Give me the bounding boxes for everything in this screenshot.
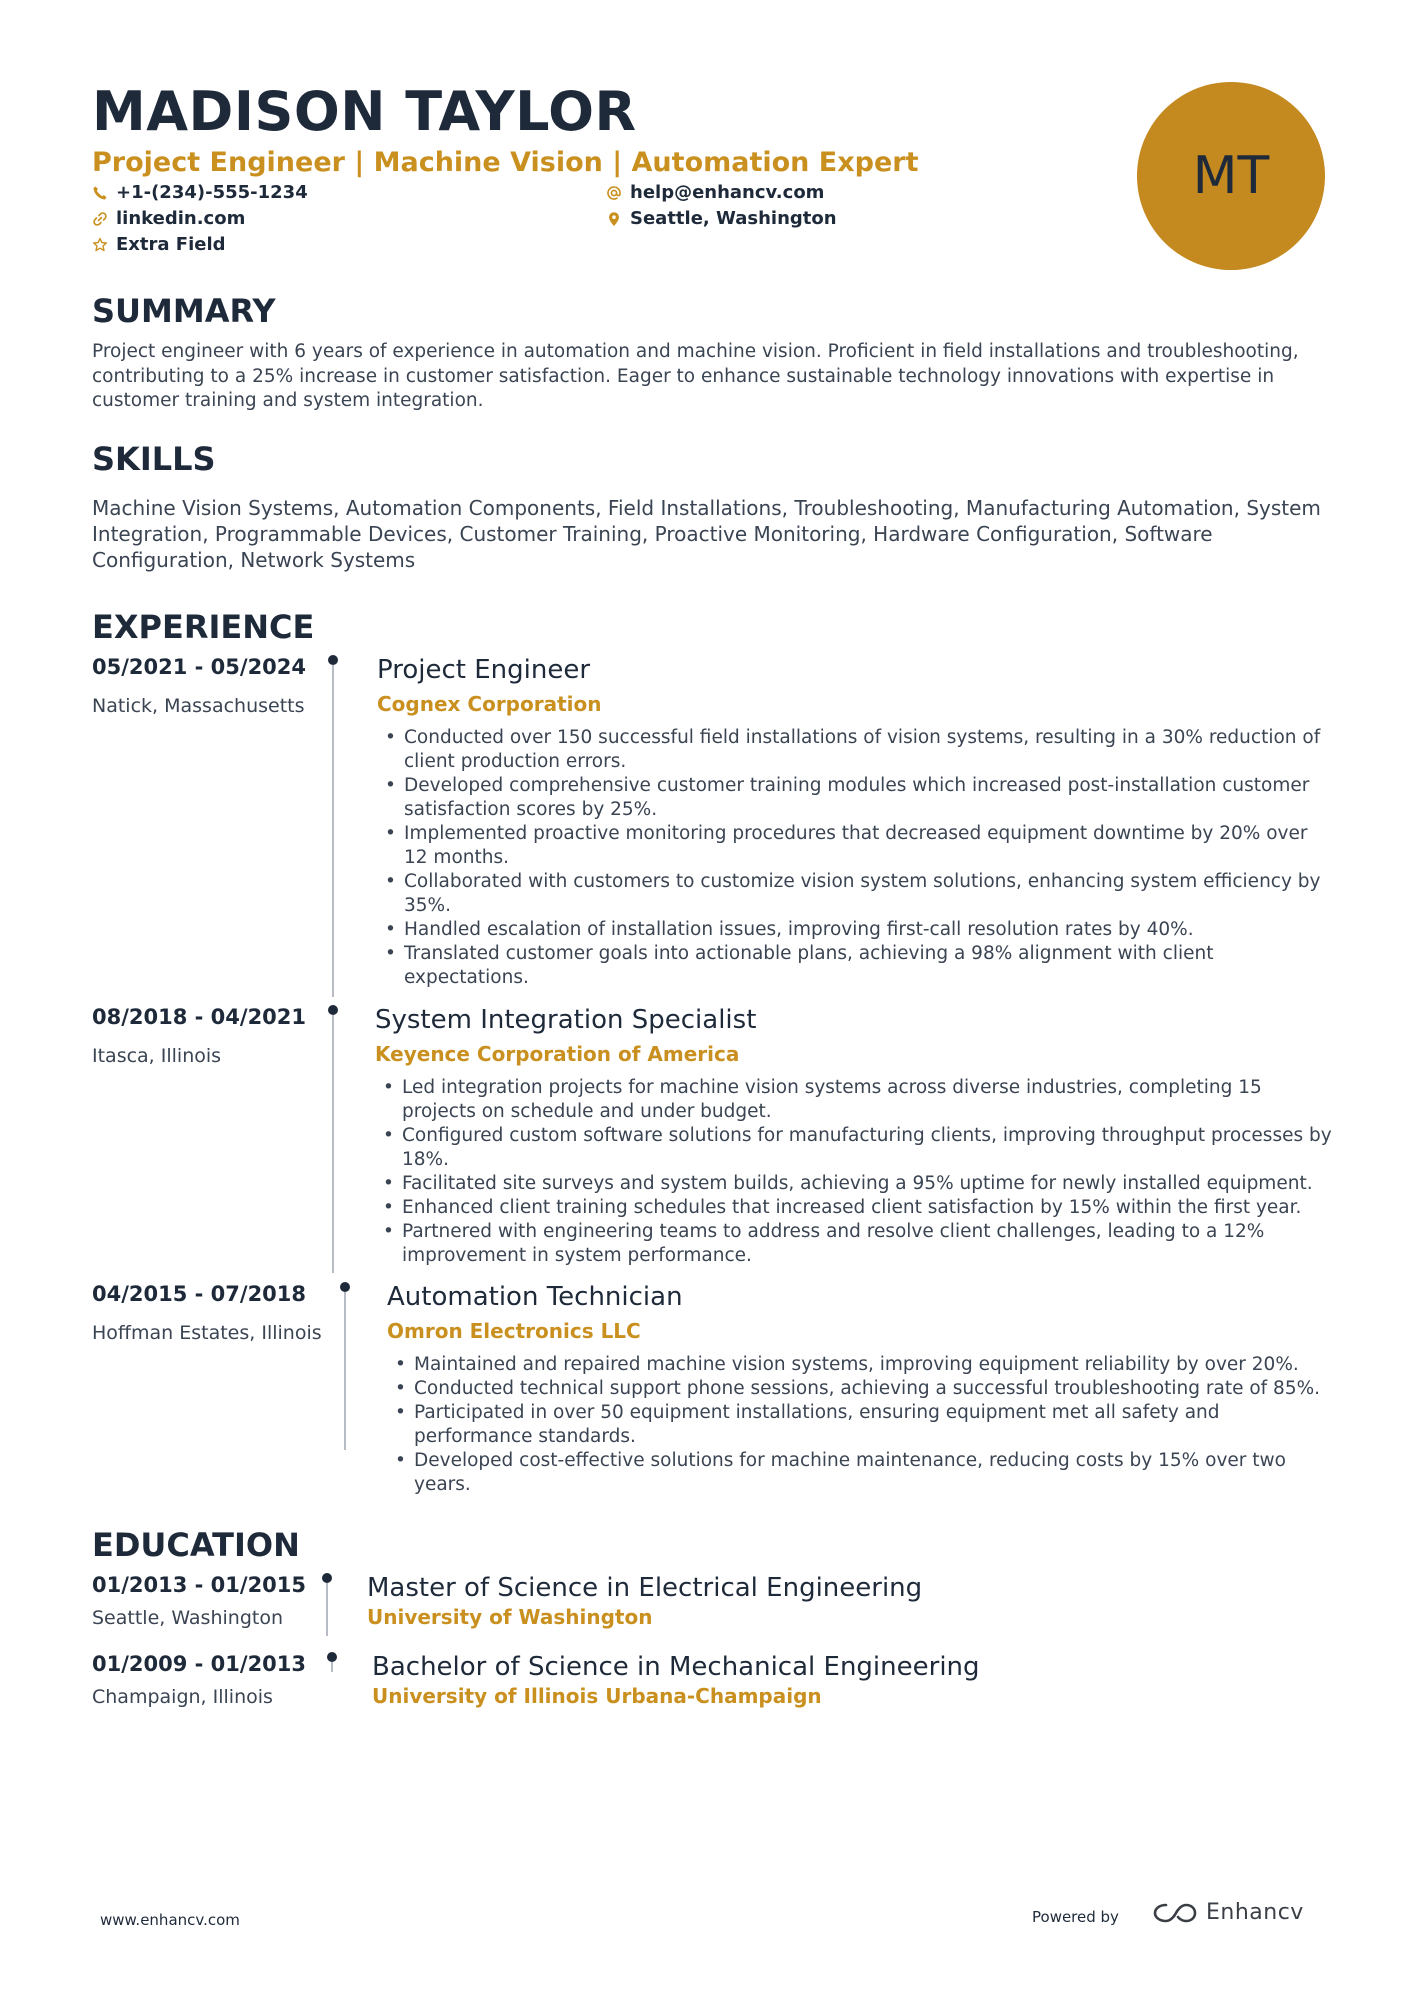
skills-heading: SKILLS	[92, 440, 216, 478]
edu-degree: Bachelor of Science in Mechanical Engineering	[372, 1652, 980, 1682]
timeline-line	[332, 665, 334, 997]
job-role: Project Engineer	[377, 655, 591, 685]
email-text: help@enhancv.com	[630, 182, 825, 203]
footer-powered-by: Powered by	[1032, 1908, 1119, 1926]
edu-school: University of Illinois Urbana-Champaign	[372, 1684, 822, 1708]
job-bullets	[377, 726, 1332, 990]
timeline-dot	[327, 1652, 337, 1662]
list-item: • Handled escalation of installation issues, improving first-call resolution rates by 40%.	[377, 918, 1332, 942]
edu-location: Seattle, Washington	[92, 1607, 283, 1629]
job-company: Omron Electronics LLC	[387, 1319, 641, 1343]
avatar	[1137, 82, 1325, 270]
job-dates: 05/2021 - 05/2024	[92, 655, 307, 679]
list-item: • Implemented proactive monitoring procedures that decreased equipment downtime by 20% over 12 months.	[377, 822, 1332, 870]
contact-linkedin[interactable]	[92, 207, 245, 231]
skills-text: Machine Vision Systems, Automation Components, Field Installations, Troubleshooting, Manufacturing Automation, System Integration, Programmable Devices, Customer Training, Proactive Monitoring, Hardware Configuration, Software Configuration, Network Systems	[92, 496, 1321, 572]
list-item: • Developed comprehensive customer training modules which increased post-installation customer satisfaction scores by 25%.	[377, 774, 1332, 822]
list-item: • Maintained and repaired machine vision systems, improving equipment reliability by over 20%.	[387, 1353, 1332, 1377]
timeline-dot	[340, 1282, 350, 1292]
footer-website[interactable]: www.enhancv.com	[100, 1911, 240, 1929]
experience-heading: EXPERIENCE	[92, 608, 315, 646]
job-bullets	[387, 1353, 1332, 1497]
extra-text: Extra Field	[116, 234, 226, 255]
job-bullets	[375, 1076, 1332, 1268]
list-item: • Participated in over 50 equipment installations, ensuring equipment met all safety and performance standards.	[387, 1401, 1332, 1449]
summary-heading: SUMMARY	[92, 292, 276, 330]
timeline-line	[332, 1015, 334, 1273]
timeline-line	[326, 1583, 328, 1636]
edu-dates: 01/2009 - 01/2013	[92, 1652, 307, 1676]
list-item: • Developed cost-effective solutions for machine maintenance, reducing costs by 15% over two years.	[387, 1449, 1332, 1497]
enhancv-logo[interactable]	[1152, 1898, 1304, 1928]
contact-extra	[92, 233, 226, 257]
edu-location: Champaign, Illinois	[92, 1686, 273, 1708]
edu-dates: 01/2013 - 01/2015	[92, 1573, 307, 1597]
job-role: System Integration Specialist	[375, 1005, 757, 1035]
star-icon	[92, 237, 108, 253]
job-location: Itasca, Illinois	[92, 1045, 222, 1067]
edu-degree: Master of Science in Electrical Engineering	[367, 1573, 923, 1603]
job-location: Natick, Massachusetts	[92, 695, 305, 717]
job-dates: 08/2018 - 04/2021	[92, 1005, 307, 1029]
linkedin-text: linkedin.com	[116, 208, 246, 229]
link-icon	[92, 211, 108, 227]
job-dates: 04/2015 - 07/2018	[92, 1282, 307, 1306]
education-heading: EDUCATION	[92, 1526, 300, 1564]
candidate-name: MADISON TAYLOR	[92, 80, 637, 143]
list-item: • Conducted over 150 successful field installations of vision systems, resulting in a 30% reduction of client production errors.	[377, 726, 1332, 774]
job-role: Automation Technician	[387, 1282, 683, 1312]
job-location: Hoffman Estates, Illinois	[92, 1322, 322, 1344]
contact-location	[606, 207, 837, 231]
list-item: • Enhanced client training schedules that increased client satisfaction by 15% within the first year.	[375, 1196, 1332, 1220]
contact-email[interactable]	[606, 181, 824, 205]
timeline-line	[331, 1662, 333, 1672]
timeline-dot	[328, 1005, 338, 1015]
timeline-dot	[328, 655, 338, 665]
candidate-title: Project Engineer | Machine Vision | Automation Expert	[92, 147, 919, 178]
edu-school: University of Washington	[367, 1605, 653, 1629]
summary-text: Project engineer with 6 years of experience in automation and machine vision. Proficient in field installations and troubleshooting, contributing to a 25% increase in customer satisfaction. Eager to enhance sustainable technology innovations with expertise in customer training and system integration.	[92, 341, 1299, 411]
contact-phone[interactable]	[92, 181, 308, 205]
list-item: • Conducted technical support phone sessions, achieving a successful troubleshooting rate of 85%.	[387, 1377, 1332, 1401]
list-item: • Configured custom software solutions for manufacturing clients, improving throughput processes by 18%.	[375, 1124, 1332, 1172]
enhancv-brand-text: Enhancv	[1206, 1900, 1304, 1925]
timeline-line	[344, 1292, 346, 1450]
list-item: • Collaborated with customers to customize vision system solutions, enhancing system efficiency by 35%.	[377, 870, 1332, 918]
phone-icon	[92, 185, 108, 201]
at-icon	[606, 185, 622, 201]
list-item: • Partnered with engineering teams to address and resolve client challenges, leading to a 12% improvement in system performance.	[375, 1220, 1332, 1268]
location-pin-icon	[606, 211, 622, 227]
list-item: • Led integration projects for machine vision systems across diverse industries, completing 15 projects on schedule and under budget.	[375, 1076, 1332, 1124]
avatar-initials: MT	[1192, 146, 1270, 206]
list-item: • Facilitated site surveys and system builds, achieving a 95% uptime for newly installed equipment.	[375, 1172, 1332, 1196]
location-text: Seattle, Washington	[630, 208, 837, 229]
job-company: Keyence Corporation of America	[375, 1042, 740, 1066]
list-item: • Translated customer goals into actionable plans, achieving a 98% alignment with client expectations.	[377, 942, 1332, 990]
phone-text: +1-(234)-555-1234	[116, 182, 308, 203]
job-company: Cognex Corporation	[377, 692, 602, 716]
enhancv-logo-icon	[1152, 1900, 1198, 1926]
timeline-dot	[322, 1573, 332, 1583]
